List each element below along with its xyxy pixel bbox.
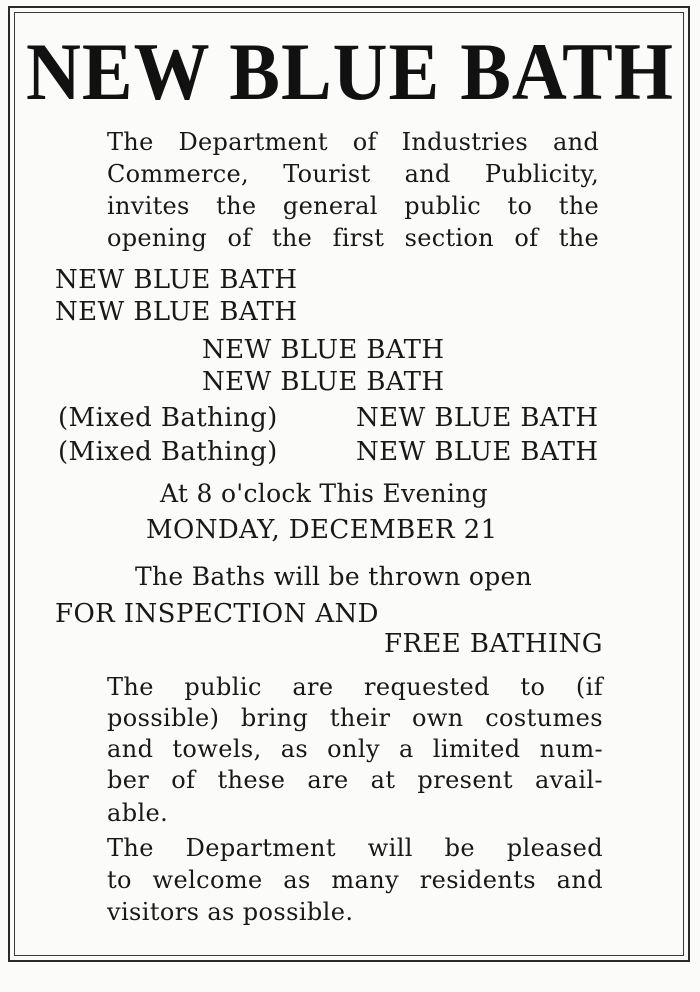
request-line-4: ber of these are at present avail- xyxy=(107,766,603,794)
new-blue-bath-line-5: NEW BLUE BATH xyxy=(356,403,599,433)
intro-line-3: invites the general public to the xyxy=(107,192,599,220)
request-line-3: and towels, as only a limited num- xyxy=(107,735,603,763)
welcome-line-2: to welcome as many residents and xyxy=(107,866,603,894)
new-blue-bath-line-3: NEW BLUE BATH xyxy=(202,335,445,365)
request-line-1: The public are requested to (if xyxy=(107,673,603,701)
new-blue-bath-line-1: NEW BLUE BATH xyxy=(55,265,298,295)
request-line-5: able. xyxy=(107,799,169,827)
welcome-line-3: visitors as possible. xyxy=(107,898,354,926)
intro-line-1: The Department of Industries and xyxy=(107,128,599,156)
headline: NEW BLUE BATH xyxy=(26,26,674,118)
free-bathing-line: FREE BATHING xyxy=(384,629,603,659)
new-blue-bath-line-6: NEW BLUE BATH xyxy=(356,437,599,467)
date-line: MONDAY, DECEMBER 21 xyxy=(146,515,498,545)
open-line: The Baths will be thrown open xyxy=(135,562,533,591)
new-blue-bath-line-2: NEW BLUE BATH xyxy=(55,297,298,327)
new-blue-bath-line-4: NEW BLUE BATH xyxy=(202,367,445,397)
intro-line-4: opening of the first section of the xyxy=(107,224,599,252)
mixed-bathing-label-1: (Mixed Bathing) xyxy=(58,403,278,433)
intro-line-2: Commerce, Tourist and Publicity, xyxy=(107,160,599,188)
request-line-2: possible) bring their own costumes xyxy=(107,704,603,732)
welcome-line-1: The Department will be pleased xyxy=(107,834,603,862)
inspection-line: FOR INSPECTION AND xyxy=(55,599,379,629)
mixed-bathing-label-2: (Mixed Bathing) xyxy=(58,437,278,467)
time-line: At 8 o'clock This Evening xyxy=(160,479,488,508)
